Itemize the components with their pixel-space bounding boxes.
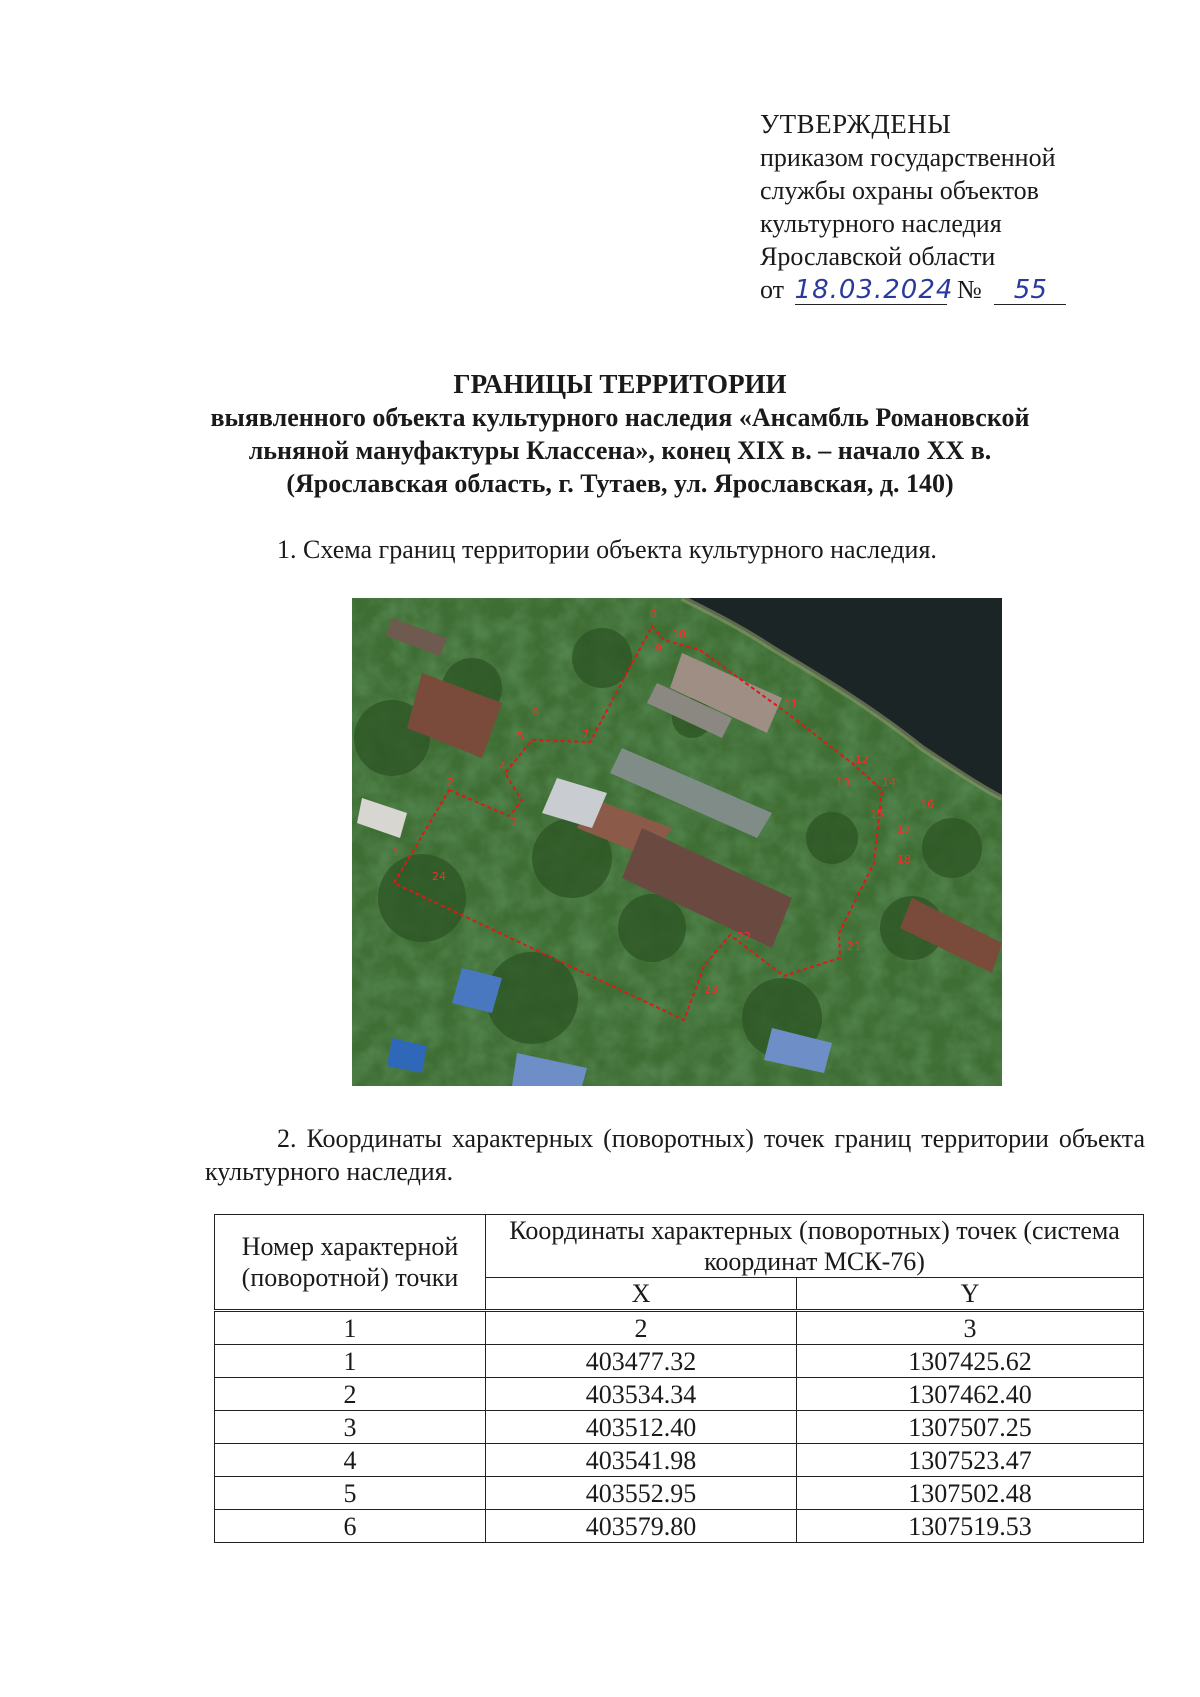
y-value: 1307519.53 (797, 1510, 1144, 1543)
y-value: 1307507.25 (797, 1411, 1144, 1444)
approval-block (760, 108, 1140, 306)
point-number: 1 (215, 1345, 486, 1378)
point-label: 4 (499, 760, 506, 773)
order-line (760, 273, 1140, 306)
point-label: 9 (655, 642, 662, 655)
y-value: 1307523.47 (797, 1444, 1144, 1477)
y-value: 1307462.40 (797, 1378, 1144, 1411)
title-line: выявленного объекта культурного наследия «Ансамбль Романовской (210, 403, 1030, 432)
title-address: (Ярославская область, г. Тутаев, ул. Ярославская, д. 140) (286, 469, 954, 498)
point-label: 12 (855, 753, 869, 766)
point-label: 16 (920, 798, 934, 811)
point-label: 21 (847, 940, 861, 953)
title-main: ГРАНИЦЫ ТЕРРИТОРИИ (453, 369, 787, 399)
col-y-header: Y (797, 1278, 1144, 1311)
point-label: 1 (392, 846, 399, 859)
point-number: 4 (215, 1444, 486, 1477)
col-x-header: X (486, 1278, 797, 1311)
point-label: 8 (650, 608, 657, 621)
point-label: 17 (897, 823, 911, 836)
handwritten-number: 55 (994, 276, 1066, 305)
point-label: 3 (510, 816, 517, 829)
point-label: 10 (672, 628, 686, 641)
point-label: 14 (882, 776, 896, 789)
from-label: от (760, 275, 785, 304)
point-label: 24 (432, 870, 446, 883)
approval-line: культурного наследия (760, 209, 1002, 238)
point-number: 5 (215, 1477, 486, 1510)
boundary-map (352, 598, 1002, 1086)
table-row (215, 1345, 1144, 1378)
table-row (215, 1477, 1144, 1510)
point-label: 5 (517, 730, 524, 743)
point-number: 6 (215, 1510, 486, 1543)
point-label: 2 (447, 776, 454, 789)
point-label: 18 (897, 853, 911, 866)
section-2-heading: 2. Координаты характерных (поворотных) точек границ территории объекта культурного наследия. (205, 1124, 1145, 1186)
point-label: 6 (532, 706, 539, 719)
coordinates-table (214, 1214, 1144, 1543)
x-value: 403541.98 (486, 1444, 797, 1477)
point-label: 11 (784, 698, 798, 711)
table-row (215, 1378, 1144, 1411)
index-cell: 1 (215, 1311, 486, 1345)
col-point-header: Номер характерной (поворотной) точки (215, 1215, 486, 1311)
y-value: 1307502.48 (797, 1477, 1144, 1510)
point-label: 7 (582, 728, 589, 741)
index-cell: 3 (797, 1311, 1144, 1345)
point-label: 22 (737, 930, 751, 943)
index-cell: 2 (486, 1311, 797, 1345)
title-line: льняной мануфактуры Классена», конец XIX в. – начало XX в. (248, 436, 992, 465)
table-row (215, 1411, 1144, 1444)
y-value: 1307425.62 (797, 1345, 1144, 1378)
x-value: 403512.40 (486, 1411, 797, 1444)
approval-heading: УТВЕРЖДЕНЫ (760, 109, 952, 139)
number-label: № (957, 275, 982, 304)
col-coords-group-header: Координаты характерных (поворотных) точек (система координат МСК-76) (486, 1215, 1144, 1278)
x-value: 403579.80 (486, 1510, 797, 1543)
point-label: 15 (870, 808, 884, 821)
index-row (215, 1311, 1144, 1345)
x-value: 403552.95 (486, 1477, 797, 1510)
point-number: 3 (215, 1411, 486, 1444)
handwritten-date: 18.03.2024 (794, 275, 954, 305)
document-title (160, 368, 1080, 500)
point-number: 2 (215, 1378, 486, 1411)
approval-line: Ярославской области (760, 242, 996, 271)
approval-line: приказом государственной (760, 143, 1056, 172)
coordinates-table-wrap (214, 1214, 1144, 1543)
approval-line: службы охраны объектов (760, 176, 1039, 205)
point-label: 23 (704, 983, 718, 996)
point-label: 13 (836, 776, 850, 789)
x-value: 403534.34 (486, 1378, 797, 1411)
table-row (215, 1444, 1144, 1477)
x-value: 403477.32 (486, 1345, 797, 1378)
table-row (215, 1510, 1144, 1543)
section-1-heading: 1. Схема границ территории объекта культурного наследия. (277, 535, 937, 564)
